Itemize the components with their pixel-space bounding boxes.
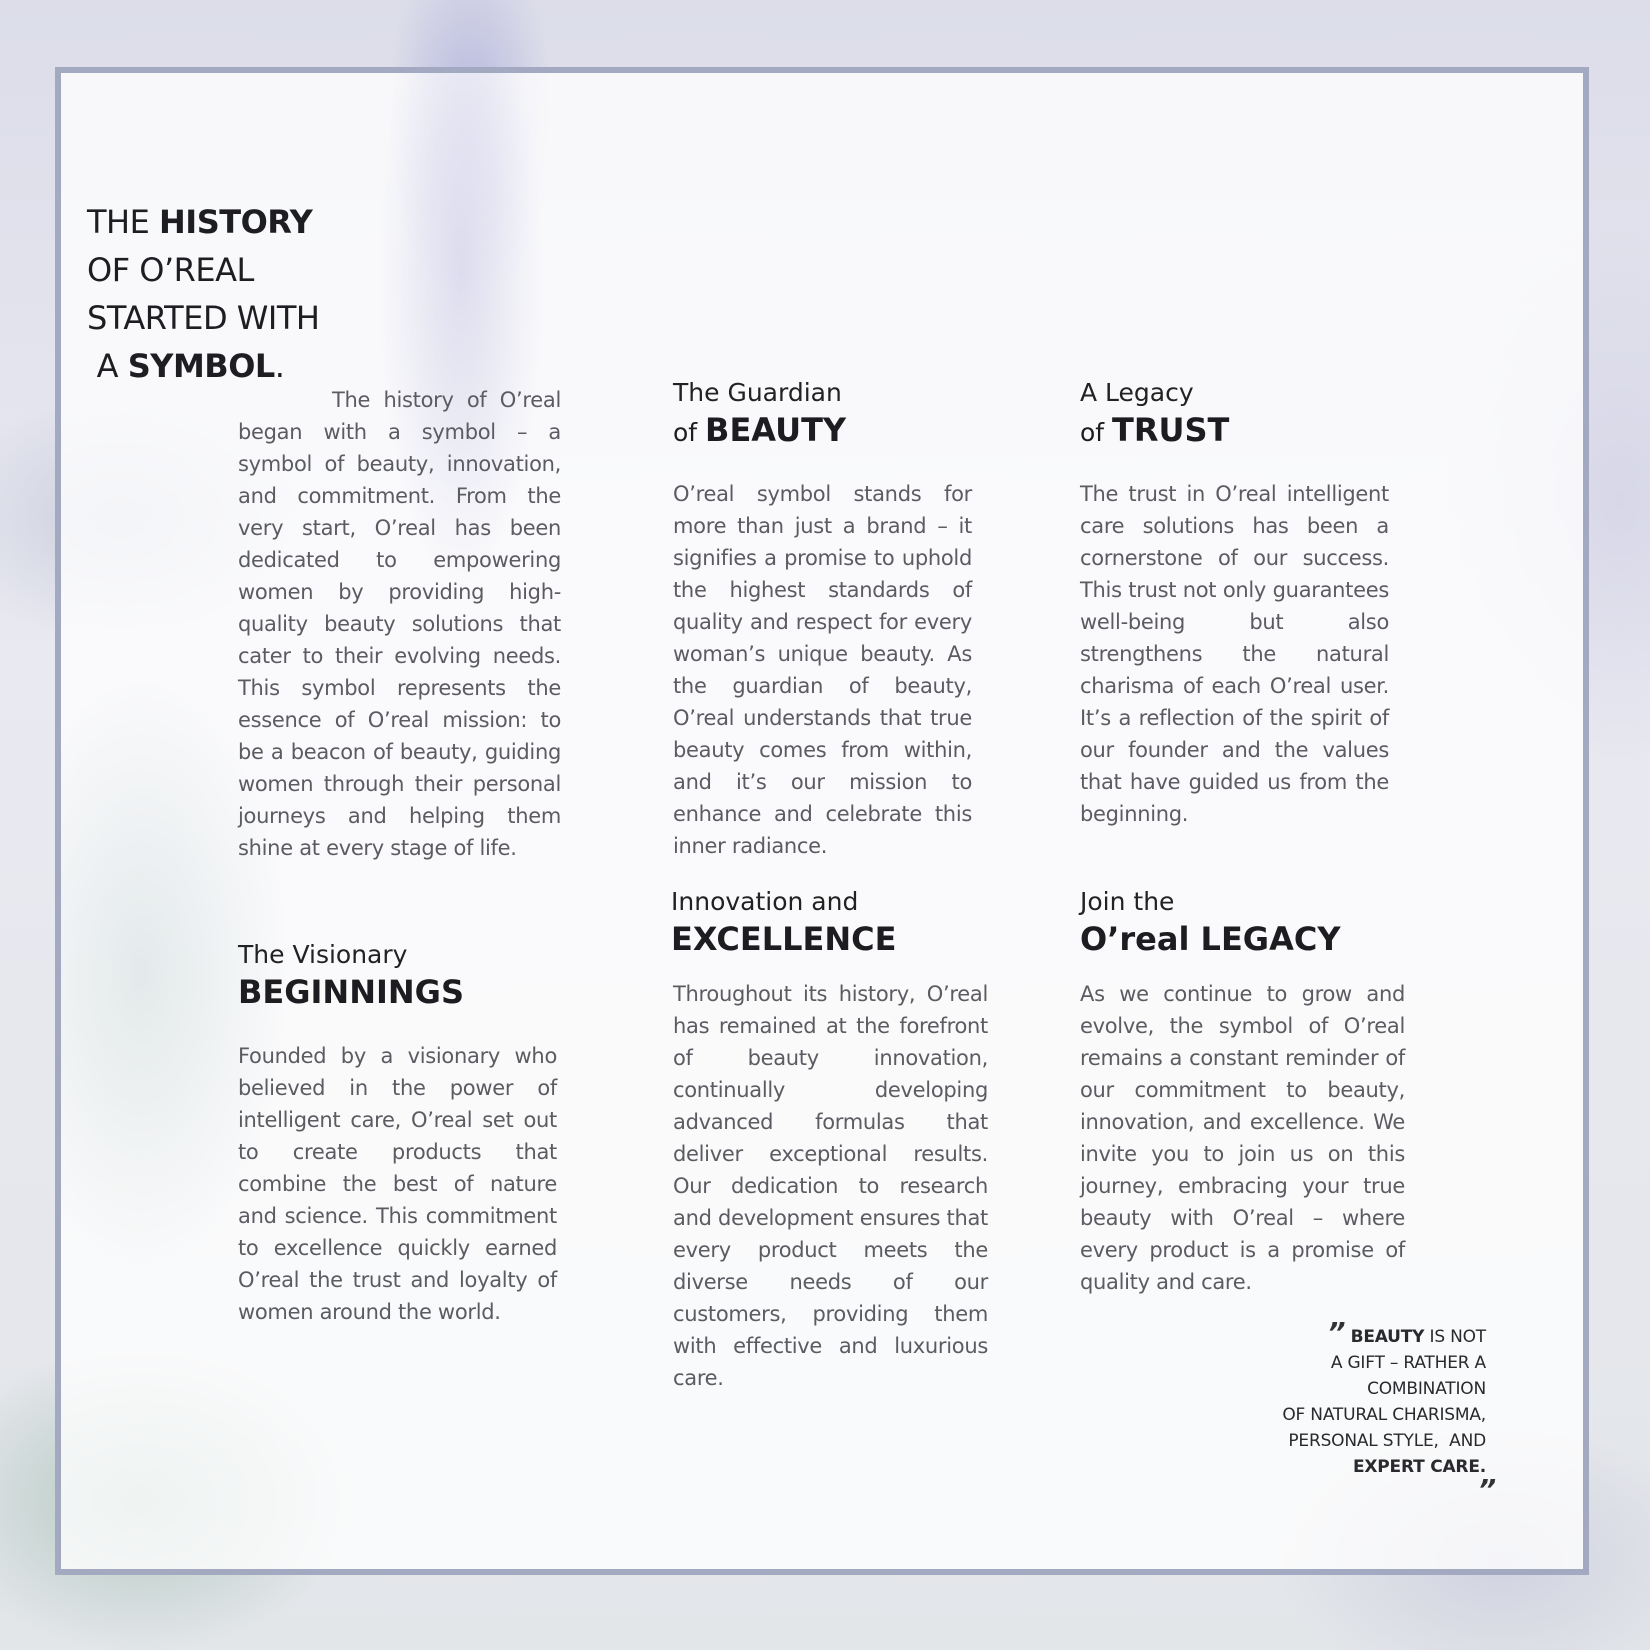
hero-heading xyxy=(87,198,319,390)
open-quote-mark: ” xyxy=(1327,1316,1346,1349)
brand-quote xyxy=(1282,1316,1496,1506)
innovation-heading xyxy=(671,885,897,959)
quote-line-2: A GIFT – RATHER A xyxy=(1330,1353,1486,1373)
visionary-heading xyxy=(238,938,464,1012)
quote-line-3: COMBINATION xyxy=(1367,1379,1486,1399)
trust-paragraph: The trust in O’real intelligent care solutions has been a cornerstone of our success. This trust not only guarantees well-being but also strengthens the natural charisma of each O’real user. It’s a reflection of the spirit of our founder and the values that have guided us from the beginning. xyxy=(1080,482,1389,826)
trust-subtitle: A Legacy xyxy=(1080,378,1194,407)
visionary-title: BEGINNINGS xyxy=(238,973,464,1011)
hero-line-2: OF O’REAL xyxy=(87,251,254,289)
innovation-title: EXCELLENCE xyxy=(671,920,897,958)
close-quote-mark: ” xyxy=(1478,1473,1496,1506)
hero-line-4: A SYMBOL. xyxy=(87,347,285,385)
quote-line-1: ” BEAUTY IS NOT xyxy=(1327,1316,1486,1349)
join-subtitle: Join the xyxy=(1080,887,1175,916)
guardian-title: of BEAUTY xyxy=(673,411,847,449)
hero-line-1: THE HISTORY xyxy=(87,203,313,241)
join-paragraph: As we continue to grow and evolve, the symbol of O’real remains a constant reminder of our commitment to beauty, innovation, and excellence. We invite you to join us on this journey, embracing your true beauty with O’real – where every product is a promise of quality and care. xyxy=(1080,982,1405,1294)
guardian-paragraph: O’real symbol stands for more than just a brand – it signifies a promise to uphold the highest standards of quality and respect for every woman’s unique beauty. As the guardian of beauty, O’real understands that true beauty comes from within, and it’s our mission to enhance and celebrate this inner radiance. xyxy=(673,482,972,858)
join-heading xyxy=(1080,885,1340,959)
quote-line-5: PERSONAL STYLE, AND xyxy=(1288,1431,1486,1451)
intro-paragraph: The history of O’real began with a symbol – a symbol of beauty, innovation, and commitment. From the very start, O’real has been dedicated to empowering women by providing high-quality beauty solutions that cater to their evolving needs. This symbol represents the essence of O’real mission: to be a beacon of beauty, guiding women through their personal journeys and helping them shine at every stage of life. xyxy=(238,388,561,860)
visionary-subtitle: The Visionary xyxy=(238,940,408,969)
guardian-heading xyxy=(673,376,846,453)
innovation-paragraph: Throughout its history, O’real has remained at the forefront of beauty innovation, continually developing advanced formulas that deliver exceptional results. Our dedication to research and development ensures that every product meets the diverse needs of our customers, providing them with effective and luxurious care. xyxy=(673,982,988,1390)
visionary-paragraph: Founded by a visionary who believed in the power of intelligent care, O’real set out to create products that combine the best of nature and science. This commitment to excellence quickly earned O’real the trust and loyalty of women around the world. xyxy=(238,1044,557,1324)
join-title: O’real LEGACY xyxy=(1080,920,1341,958)
quote-line-4: OF NATURAL CHARISMA, xyxy=(1282,1405,1486,1425)
quote-line-6: EXPERT CARE. xyxy=(1352,1457,1486,1477)
innovation-subtitle: Innovation and xyxy=(671,887,859,916)
trust-title: of TRUST xyxy=(1080,411,1230,449)
guardian-subtitle: The Guardian xyxy=(673,378,842,407)
trust-heading xyxy=(1080,376,1229,453)
quote-close-row xyxy=(1282,1473,1496,1506)
hero-line-3: STARTED WITH xyxy=(87,299,320,337)
